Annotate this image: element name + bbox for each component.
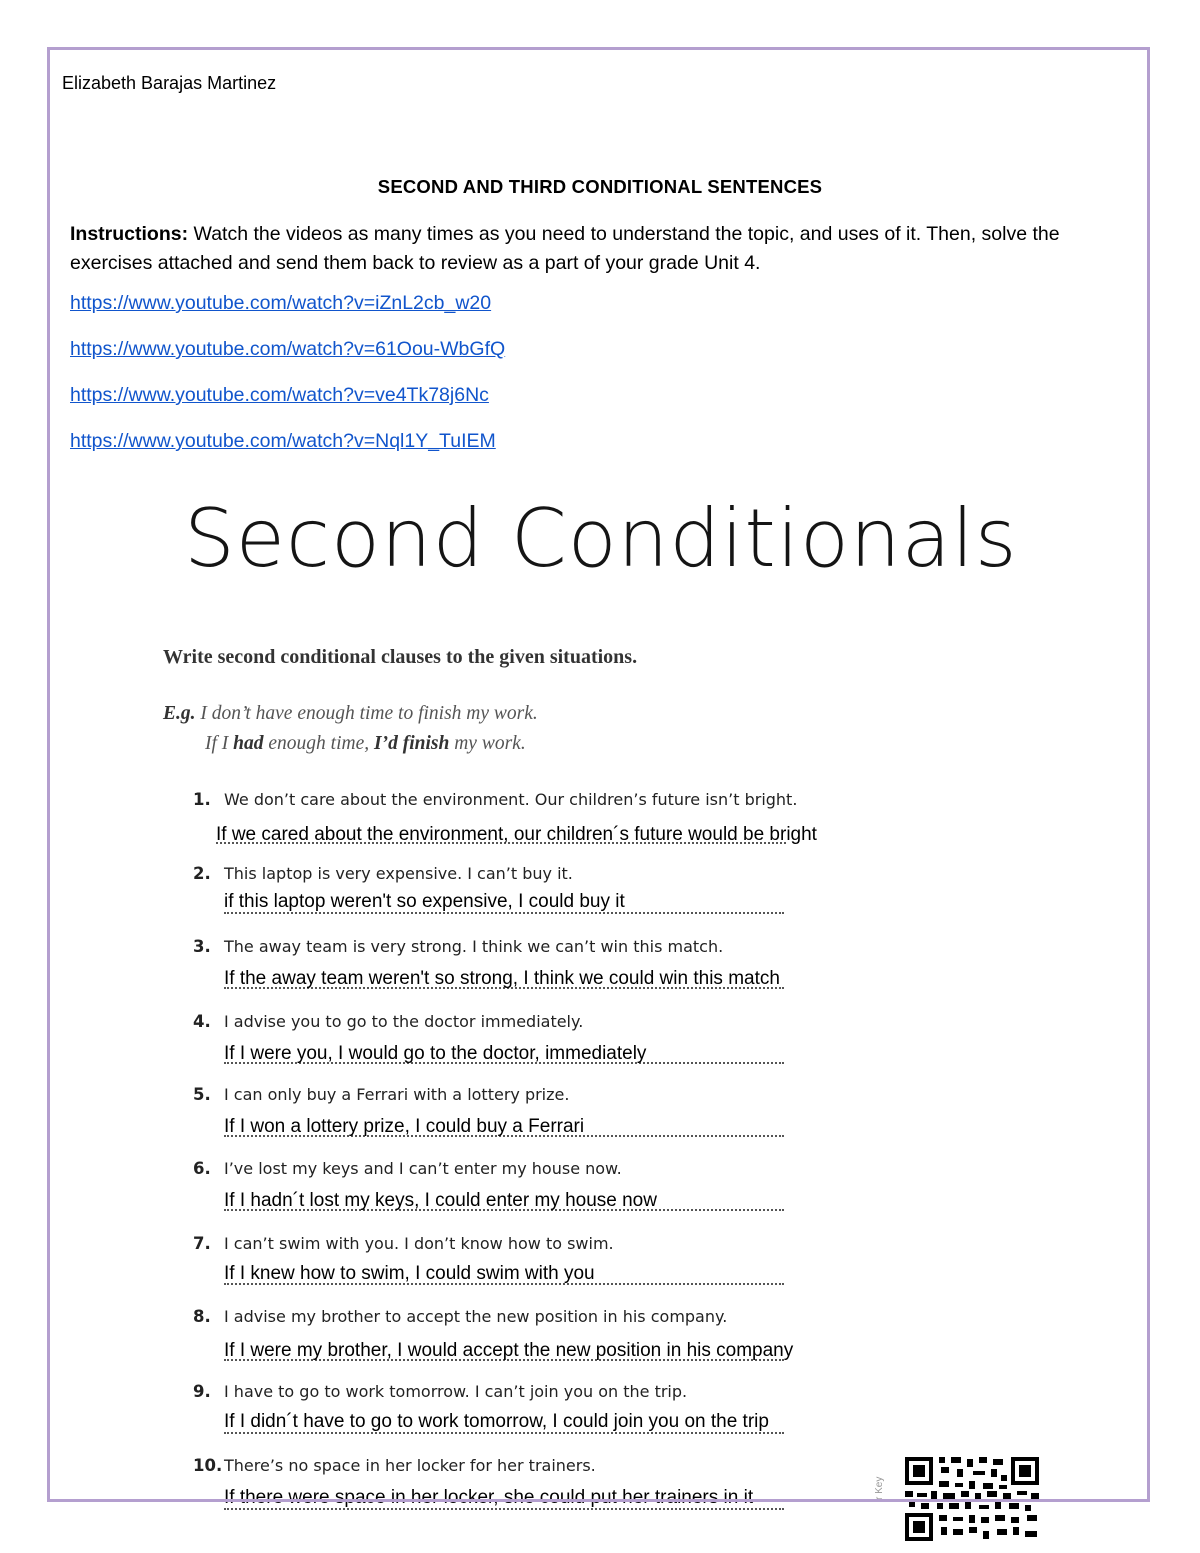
example-part-d: I’d finish xyxy=(374,733,450,754)
example-part-e: my work. xyxy=(449,733,526,754)
example-line-1 xyxy=(163,703,538,725)
instructions-text: Watch the videos as many times as you need to understand the topic, and uses of it. Then, solve the exercises attached and send them back to review as a part of your grade Unit 4. xyxy=(70,223,1060,274)
item-number: 1. xyxy=(193,790,211,809)
item-number: 8. xyxy=(193,1307,211,1326)
item-answer[interactable]: If I knew how to swim, I could swim with you xyxy=(224,1263,595,1284)
instructions-paragraph xyxy=(70,220,1130,278)
side-text: r Key xyxy=(874,1476,885,1500)
item-answer[interactable]: If I were you, I would go to the doctor, immediately xyxy=(224,1043,647,1064)
item-prompt: I’ve lost my keys and I can’t enter my house now. xyxy=(224,1159,622,1178)
example-line-2 xyxy=(205,733,526,755)
item-number: 2. xyxy=(193,864,211,883)
item-number: 4. xyxy=(193,1012,211,1031)
example-prefix: E.g. xyxy=(163,703,196,724)
item-prompt: We don’t care about the environment. Our children’s future isn’t bright. xyxy=(224,790,798,809)
item-number: 5. xyxy=(193,1085,211,1104)
item-prompt: I can’t swim with you. I don’t know how to swim. xyxy=(224,1234,614,1253)
video-link-4[interactable]: https://www.youtube.com/watch?v=Nql1Y_TuIEM xyxy=(70,430,496,452)
item-answer[interactable]: If we cared about the environment, our children´s future would be bright xyxy=(216,824,817,845)
item-number: 3. xyxy=(193,937,211,956)
example-part-b: had xyxy=(233,733,264,754)
document-title: SECOND AND THIRD CONDITIONAL SENTENCES xyxy=(377,176,823,197)
item-prompt: This laptop is very expensive. I can’t buy it. xyxy=(224,864,573,883)
example-part-a: If I xyxy=(205,733,234,754)
item-number: 6. xyxy=(193,1159,211,1178)
item-answer[interactable]: If there were space in her locker, she could put her trainers in it xyxy=(224,1487,754,1508)
qr-code-icon xyxy=(903,1455,1041,1541)
item-number: 10. xyxy=(193,1456,223,1475)
example-situation: I don’t have enough time to finish my work. xyxy=(195,703,538,724)
item-prompt: I advise you to go to the doctor immediately. xyxy=(224,1012,584,1031)
video-link-3[interactable]: https://www.youtube.com/watch?v=ve4Tk78j6Nc xyxy=(70,384,489,406)
item-prompt: I have to go to work tomorrow. I can’t join you on the trip. xyxy=(224,1382,688,1401)
instructions-label: Instructions: xyxy=(70,223,189,245)
item-number: 9. xyxy=(193,1382,211,1401)
video-link-1[interactable]: https://www.youtube.com/watch?v=iZnL2cb_w20 xyxy=(70,292,492,314)
item-answer[interactable]: If the away team weren't so strong, I think we could win this match xyxy=(224,968,780,989)
item-answer[interactable]: if this laptop weren't so expensive, I could buy it xyxy=(224,891,625,912)
item-answer[interactable]: If I hadn´t lost my keys, I could enter my house now xyxy=(224,1190,657,1211)
worksheet-subheading: Write second conditional clauses to the given situations. xyxy=(163,646,638,668)
item-answer[interactable]: If I were my brother, I would accept the new position in his company xyxy=(224,1340,794,1361)
item-prompt: There’s no space in her locker for her trainers. xyxy=(224,1456,596,1475)
item-prompt: I advise my brother to accept the new position in his company. xyxy=(224,1307,728,1326)
item-prompt: The away team is very strong. I think we can’t win this match. xyxy=(224,937,724,956)
item-answer[interactable]: If I didn´t have to go to work tomorrow, I could join you on the trip xyxy=(224,1411,769,1432)
worksheet-heading: Second Conditionals xyxy=(184,492,1018,585)
example-part-c: enough time, xyxy=(263,733,374,754)
author-name: Elizabeth Barajas Martinez xyxy=(62,73,277,93)
video-link-2[interactable]: https://www.youtube.com/watch?v=61Oou-WbGfQ xyxy=(70,338,506,360)
item-prompt: I can only buy a Ferrari with a lottery prize. xyxy=(224,1085,570,1104)
item-answer[interactable]: If I won a lottery prize, I could buy a Ferrari xyxy=(224,1116,585,1137)
item-number: 7. xyxy=(193,1234,211,1253)
